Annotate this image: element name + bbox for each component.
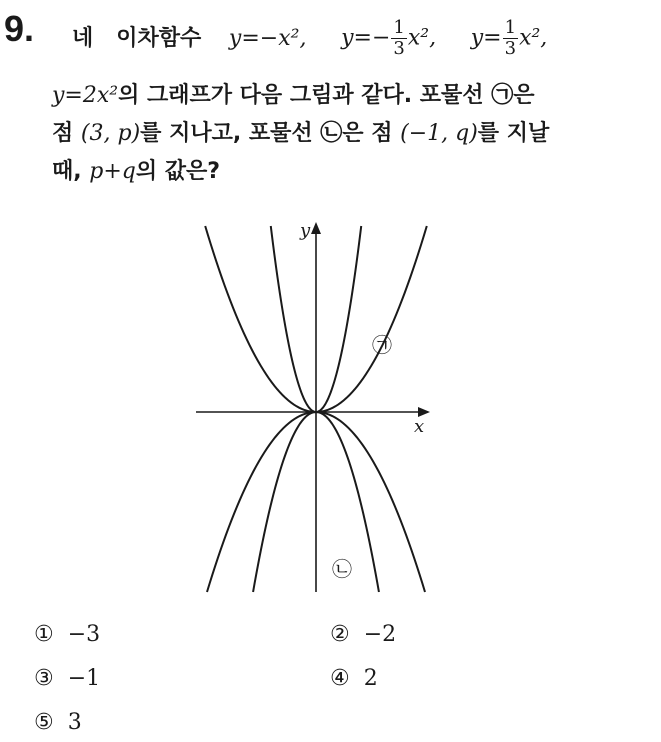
parabola-graph <box>196 214 436 594</box>
point-a: (3, p) <box>80 121 141 146</box>
question-intro: 네 이차함수 <box>72 25 202 51</box>
fraction-1-3: $\frac{1}{3}$ <box>393 17 405 59</box>
question-line-1 <box>52 18 547 59</box>
expression-p-plus-q: p+q <box>89 159 136 184</box>
question-line-3: 점 (3, p)를 지나고, 포물선 ㉡은 점 (−1, q)를 지날 <box>52 121 550 146</box>
fraction-1-3: $\frac{1}{3}$ <box>504 17 517 59</box>
choice-5[interactable]: ⑤ 3 <box>34 710 82 735</box>
curve-label-a: ㉠ <box>372 333 392 357</box>
y-axis-arrow <box>311 222 321 234</box>
equation-2: y=− $\frac{1}{3}$ x², <box>341 17 444 59</box>
choice-3[interactable]: ③ −1 <box>34 666 101 691</box>
equation-1: y=−x², <box>228 25 314 51</box>
choice-4[interactable]: ④ 2 <box>330 666 378 691</box>
question-number: 9. <box>4 8 35 49</box>
y-axis-label: y <box>300 220 311 241</box>
x-axis-label: x <box>414 416 425 437</box>
choice-2[interactable]: ② −2 <box>330 622 397 647</box>
question-line-4: 때, p+q의 값은? <box>52 159 221 184</box>
equation-4: y=2x² <box>52 83 119 108</box>
question-line-2: y=2x²의 그래프가 다음 그림과 같다. 포물선 ㉠은 <box>52 83 535 108</box>
mark-b: ㉡ <box>320 121 343 146</box>
mark-a: ㉠ <box>491 83 514 108</box>
point-b: (−1, q) <box>400 121 478 146</box>
equation-3: y= $\frac{1}{3}$ x², <box>470 17 548 59</box>
curve-label-b: ㉡ <box>332 557 352 581</box>
choice-1[interactable]: ① −3 <box>34 622 101 647</box>
